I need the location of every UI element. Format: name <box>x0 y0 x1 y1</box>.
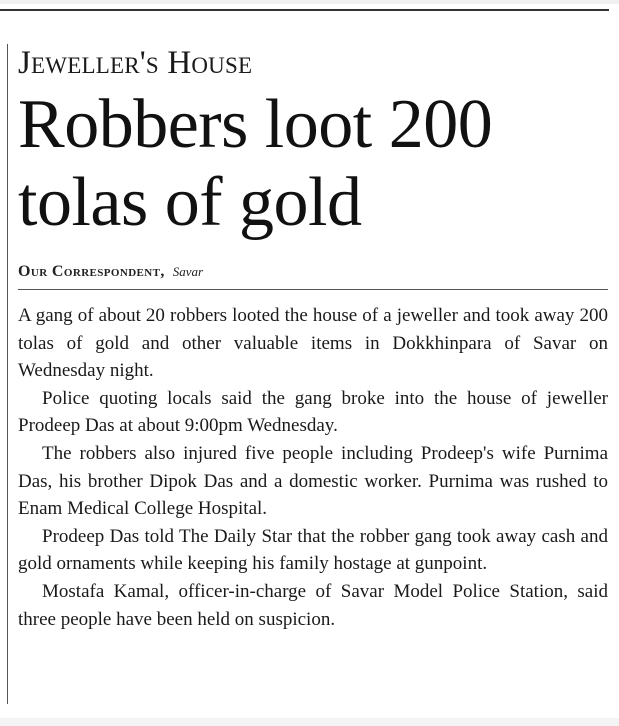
byline-divider <box>18 289 608 290</box>
column-rule <box>7 44 8 704</box>
top-rule <box>0 9 609 11</box>
byline-place: Savar <box>172 264 204 279</box>
article-kicker: Jeweller's House <box>18 45 253 81</box>
news-article <box>18 44 608 633</box>
byline-author: Our Correspondent, <box>18 263 165 280</box>
byline <box>18 262 608 282</box>
paragraph: A gang of about 20 robbers looted the house of a jeweller and took away 200 tolas of gold and other valuable items in Dokkhinpara of Savar on Wednesday night. <box>18 305 608 382</box>
bottom-edge <box>0 718 619 726</box>
article-body <box>18 302 608 633</box>
top-edge <box>0 0 619 4</box>
paragraph: The robbers also injured five people including Prodeep's wife Purnima Das, his brother Dipok Das and a domestic worker. Purnima was rushed to Enam Medical College Hospital. <box>18 442 608 520</box>
paragraph: Police quoting locals said the gang broke into the house of jeweller Prodeep Das at about 9:00pm Wednesday. <box>18 387 608 437</box>
paragraph: Prodeep Das told The Daily Star that the robber gang took away cash and gold ornaments while keeping his family hostage at gunpoint. <box>18 525 608 575</box>
paragraph: Mostafa Kamal, officer-in-charge of Savar Model Police Station, said three people have been held on suspicion. <box>18 580 608 630</box>
article-headline: Robbers loot 200 tolas of gold <box>18 86 493 241</box>
